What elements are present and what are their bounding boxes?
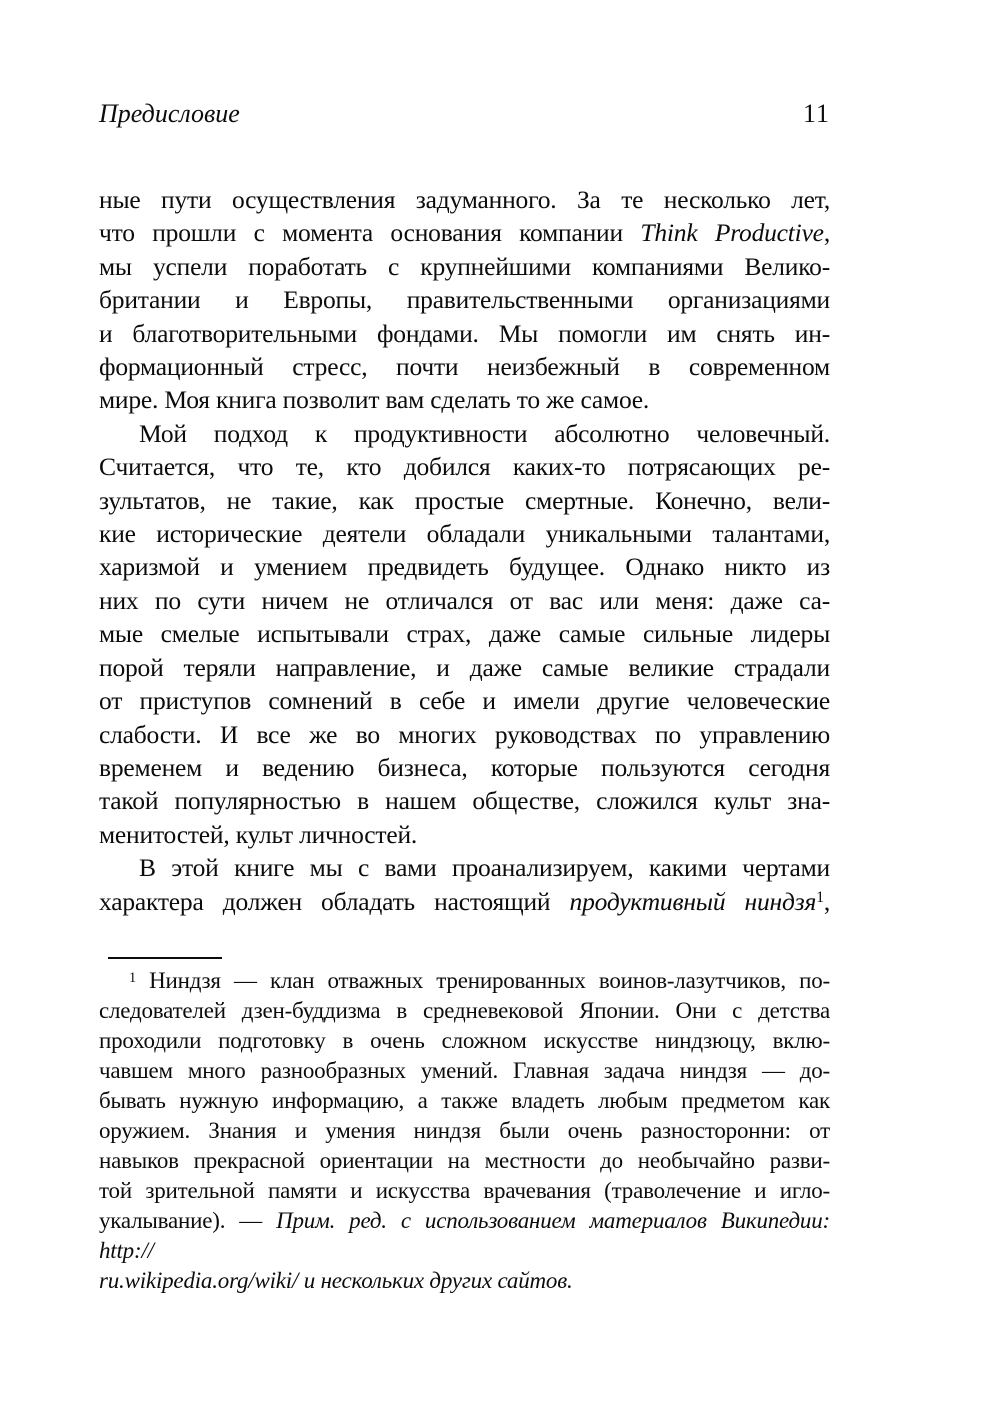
text-line xyxy=(99,250,830,283)
text-segment: следователей дзен-буддизма в средневековой Японии. Они с детства xyxy=(99,998,830,1023)
text-line xyxy=(99,1116,830,1146)
text-segment: Считается, что те, кто добился каких-то потрясающих ре- xyxy=(99,452,830,482)
text-segment: навыков прекрасной ориентации на местности до необычайно разви- xyxy=(99,1148,830,1173)
text-line xyxy=(99,417,830,450)
text-line xyxy=(99,751,830,784)
text-line xyxy=(99,216,830,249)
text-segment: них по сути ничем не отличался от вас или меня: даже са- xyxy=(99,585,830,615)
text-segment: , xyxy=(823,218,830,248)
text-segment: продуктивный ниндзя xyxy=(569,886,817,916)
running-head xyxy=(99,99,830,129)
text-segment: мые смелые испытывали страх, даже самые сильные лидеры xyxy=(99,619,830,649)
text-segment: Мой подход к продуктивности абсолютно человечный. xyxy=(139,418,830,448)
text-line xyxy=(99,1206,830,1266)
text-segment: , xyxy=(823,886,831,916)
text-segment: менитостей, культ личностей. xyxy=(99,819,418,849)
text-line xyxy=(99,584,830,617)
text-segment: временем и ведению бизнеса, которые пользуются сегодня xyxy=(99,752,830,782)
text-line xyxy=(99,450,830,483)
page-number: 11 xyxy=(802,99,830,128)
text-segment: Ниндзя — клан отважных тренированных воинов-лазутчиков, по- xyxy=(135,968,830,993)
text-segment: порой теряли направление, и даже самые великие страдали xyxy=(99,652,830,682)
text-line xyxy=(99,1146,830,1176)
text-segment: такой популярностью в нашем обществе, сложился культ зна- xyxy=(99,786,830,816)
text-segment: Think Productive xyxy=(640,218,824,248)
text-segment: чавшем много разнообразных умений. Главная задача ниндзя — до- xyxy=(99,1058,830,1083)
text-segment: что прошли с момента основания компании xyxy=(99,218,641,248)
text-line xyxy=(99,517,830,550)
text-line xyxy=(99,617,830,650)
text-line xyxy=(99,784,830,817)
text-line xyxy=(99,651,830,684)
text-segment: кие исторические деятели обладали уникальными талантами, xyxy=(99,519,830,549)
text-line xyxy=(99,818,830,851)
text-line xyxy=(99,1056,830,1086)
text-line xyxy=(99,550,830,583)
text-line xyxy=(99,1086,830,1116)
text-segment: слабости. И все же во многих руководствах по управлению xyxy=(99,719,830,749)
text-line xyxy=(99,183,830,216)
text-segment: от приступов сомнений в себе и имели другие человеческие xyxy=(99,686,830,716)
text-line xyxy=(99,996,830,1026)
text-segment: характера должен обладать настоящий xyxy=(99,886,570,916)
text-segment: мы успели поработать с крупнейшими компаниями Велико- xyxy=(99,251,830,281)
text-segment: ные пути осуществления задуманного. За те несколько лет, xyxy=(99,185,830,214)
text-segment: формационный стресс, почти неизбежный в современном xyxy=(99,352,830,382)
footnote-reference: 1 xyxy=(816,889,824,907)
footnote-separator xyxy=(108,957,222,959)
text-segment: В этой книге мы с вами проанализируем, какими чертами xyxy=(139,853,830,883)
text-line xyxy=(99,851,830,884)
text-segment: харизмой и умением предвидеть будущее. Однако никто из xyxy=(99,552,830,582)
text-segment: зультатов, не такие, как простые смертные. Конечно, вели- xyxy=(99,485,830,515)
text-line xyxy=(99,283,830,316)
body-text xyxy=(99,183,830,918)
text-line xyxy=(99,684,830,717)
text-segment: мире. Моя книга позволит вам сделать то же самое. xyxy=(99,385,650,415)
running-head-title: Предисловие xyxy=(99,99,240,128)
text-segment: Прим. ред. с использованием материалов Википедии: http:// xyxy=(99,1208,830,1263)
text-line xyxy=(99,350,830,383)
text-line xyxy=(99,1026,830,1056)
text-segment: бывать нужную информацию, а также владеть любым предметом как xyxy=(99,1088,830,1113)
text-line xyxy=(99,966,830,996)
text-segment: проходили подготовку в очень сложном искусстве ниндзюцу, вклю- xyxy=(99,1028,830,1053)
text-segment: той зрительной памяти и искусства врачевания (траволечение и игло- xyxy=(99,1178,830,1203)
footnote xyxy=(99,966,830,1296)
text-line xyxy=(99,484,830,517)
text-line xyxy=(99,1266,830,1296)
text-line xyxy=(99,383,830,416)
text-segment: укалывание). — xyxy=(99,1208,277,1233)
text-line xyxy=(99,885,830,918)
text-line xyxy=(99,718,830,751)
text-segment: ru.wikipedia.org/wiki/ и нескольких других сайтов. xyxy=(99,1268,573,1293)
text-segment: британии и Европы, правительственными организациями xyxy=(99,285,830,315)
text-segment: и благотворительными фондами. Мы помогли им снять ин- xyxy=(99,318,830,348)
text-segment: оружием. Знания и умения ниндзя были очень разносторонни: от xyxy=(99,1118,830,1143)
text-line xyxy=(99,317,830,350)
text-line xyxy=(99,1176,830,1206)
footnote-reference: 1 xyxy=(129,969,136,986)
